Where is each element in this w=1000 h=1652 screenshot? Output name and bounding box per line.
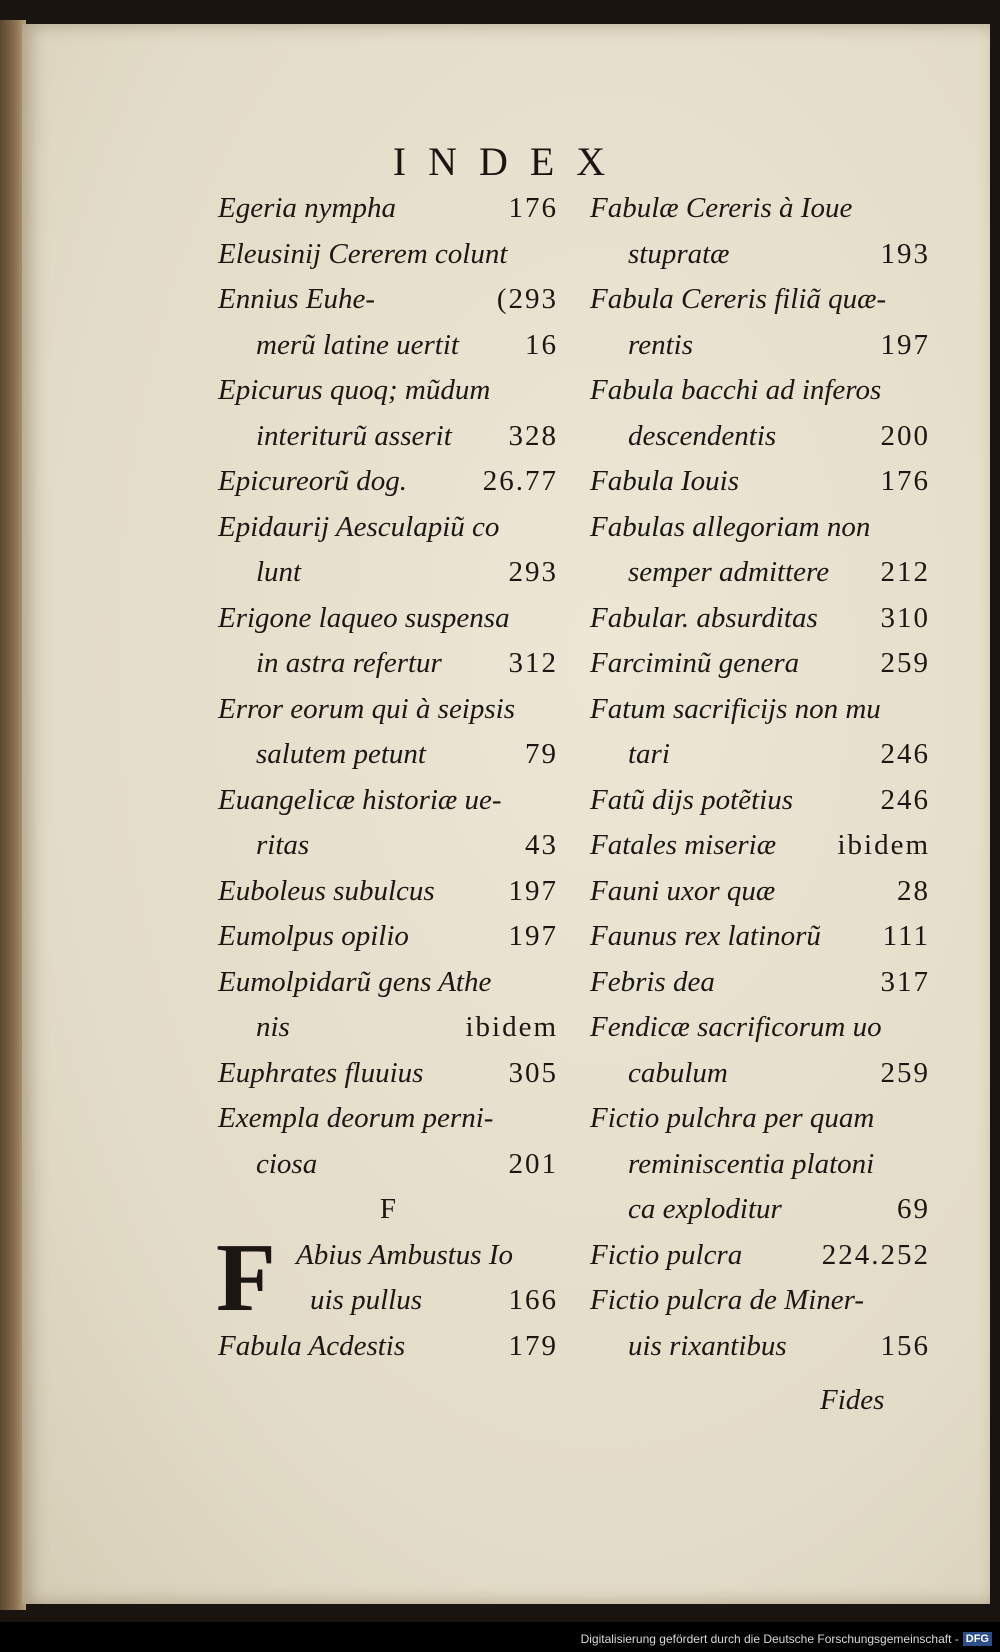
entry-page-ref: 43 <box>525 829 558 861</box>
initial-entry-line1 <box>296 1233 558 1279</box>
entry-page-ref: 317 <box>880 965 930 998</box>
entry-text: tari <box>628 738 670 770</box>
entry-text: reminiscentia platoni <box>628 1147 875 1180</box>
entry-text: Error eorum qui à seipsis <box>218 692 515 725</box>
entry-page-ref: 310 <box>880 601 930 634</box>
index-entry <box>218 186 558 232</box>
entry-page-ref: 259 <box>880 647 930 679</box>
index-entry <box>590 687 930 733</box>
entry-page-ref: 200 <box>880 419 930 452</box>
index-entry <box>218 1096 558 1142</box>
entry-page-ref: 312 <box>508 647 558 679</box>
index-entry <box>218 277 558 323</box>
entry-text: ca exploditur <box>628 1193 782 1225</box>
entry-page-ref: 79 <box>525 738 558 770</box>
entry-page-ref: 328 <box>508 419 558 452</box>
entry-text: cabulum <box>628 1056 728 1089</box>
entry-page-ref: ibidem <box>465 1011 558 1043</box>
entry-text: stupratæ <box>628 237 730 270</box>
index-entry <box>218 414 558 460</box>
entry-page-ref: ibidem <box>837 829 930 861</box>
index-entry <box>590 641 930 687</box>
entry-text: Fictio pulchra per quam <box>590 1102 875 1134</box>
entry-page-ref: (293 <box>496 283 558 315</box>
entry-text: Fabula Iouis <box>590 465 740 497</box>
index-entry <box>590 596 930 642</box>
entry-text: semper admittere <box>628 556 830 588</box>
index-entry <box>218 687 558 733</box>
entry-page-ref: 246 <box>880 783 930 816</box>
initial-entry-line2 <box>296 1278 558 1324</box>
entry-text: Fabulæ Cereris à Ioue <box>590 192 853 224</box>
entry-page-ref: 156 <box>880 1329 930 1362</box>
index-entry <box>590 960 930 1006</box>
entry-page-ref: 176 <box>508 192 558 224</box>
index-entry <box>218 596 558 642</box>
index-entry <box>218 960 558 1006</box>
index-entry <box>590 368 930 414</box>
entry-text: merũ latine uertit <box>256 328 459 361</box>
entry-text: ritas <box>256 829 310 861</box>
entry-text: Epicurus quoq; mũdum <box>218 374 491 406</box>
footer <box>581 1632 992 1646</box>
index-entry <box>590 1278 930 1324</box>
entry-text: nis <box>256 1011 290 1043</box>
entry-text: Erigone laqueo suspensa <box>218 601 510 634</box>
dfg-logo: DFG <box>963 1632 992 1646</box>
entry-text: Epidaurij Aesculapiũ co <box>218 510 500 543</box>
index-entry <box>218 1005 558 1051</box>
entry-text: lunt <box>256 556 302 588</box>
entry-text: Febris dea <box>590 965 715 998</box>
entry-page-ref: 111 <box>882 920 930 952</box>
index-entry <box>590 550 930 596</box>
entry-page-ref: 197 <box>880 328 930 361</box>
index-entry <box>590 778 930 824</box>
entry-text: Fabular. absurditas <box>590 601 818 634</box>
page-header: INDEX <box>392 139 628 184</box>
index-entry <box>590 914 930 960</box>
entry-text: Abius Ambustus Io <box>296 1238 513 1271</box>
index-entry <box>590 823 930 869</box>
entry-text: Eumolpidarũ gens Athe <box>218 965 492 998</box>
index-entry <box>218 505 558 551</box>
entry-text: descendentis <box>628 419 777 452</box>
index-entry <box>590 1324 930 1370</box>
entry-page-ref: 305 <box>508 1056 558 1089</box>
entry-text: Fatales miseriæ <box>590 829 777 861</box>
entry-page-ref: 69 <box>897 1193 930 1225</box>
index-entry <box>218 459 558 505</box>
index-entry <box>218 368 558 414</box>
decorated-initial: F <box>216 1223 276 1332</box>
entry-text: Faunus rex latinorũ <box>590 920 821 952</box>
index-entry <box>218 823 558 869</box>
entry-page-ref: 212 <box>880 556 930 588</box>
index-entry <box>590 869 930 915</box>
index-entry <box>590 186 930 232</box>
entry-text: Fictio pulcra <box>590 1238 743 1271</box>
entry-text: Fatũ dijs potẽtius <box>590 783 793 816</box>
index-entry <box>590 323 930 369</box>
entry-page-ref: 16 <box>525 328 558 361</box>
index-entry <box>590 1187 930 1233</box>
catchword: Fides <box>820 1384 885 1416</box>
entry-text: Fendicæ sacrificorum uo <box>590 1011 882 1043</box>
index-entry <box>218 1051 558 1097</box>
left-column <box>218 186 558 1369</box>
index-entry <box>590 1233 930 1279</box>
entry-page-ref: 26.77 <box>482 465 558 497</box>
entry-text: in astra refertur <box>256 647 442 679</box>
index-entry <box>218 778 558 824</box>
index-entry <box>590 1051 930 1097</box>
entry-text: Fabula Acdestis <box>218 1329 406 1362</box>
entry-page-ref: 193 <box>880 237 930 270</box>
entry-text: rentis <box>628 328 693 361</box>
entry-text: interiturũ asserit <box>256 419 452 452</box>
entry-text: Fatum sacrificijs non mu <box>590 692 881 725</box>
entry-text: uis rixantibus <box>628 1329 787 1362</box>
entry-text: Euboleus subulcus <box>218 874 435 907</box>
entry-text: Exempla deorum perni- <box>218 1102 494 1134</box>
index-entry <box>218 323 558 369</box>
entry-text: Fauni uxor quæ <box>590 874 776 907</box>
index-entry <box>218 1142 558 1188</box>
index-entry <box>590 1096 930 1142</box>
initial-entry <box>216 1223 558 1332</box>
entry-text: Fabulas allegoriam non <box>590 510 871 543</box>
index-entry <box>590 1005 930 1051</box>
index-entry <box>218 641 558 687</box>
index-entry <box>590 414 930 460</box>
entry-text: uis pullus <box>310 1284 422 1316</box>
entry-page-ref: 201 <box>508 1147 558 1180</box>
entry-text: Eleusinij Cererem colunt <box>218 237 508 270</box>
index-entry <box>590 505 930 551</box>
index-entry <box>218 550 558 596</box>
entry-page-ref: 166 <box>508 1284 558 1316</box>
index-entry <box>590 459 930 505</box>
index-entry <box>218 732 558 778</box>
entry-page-ref: 176 <box>880 465 930 497</box>
entry-text: Ennius Euhe- <box>218 283 376 315</box>
entry-text: Euphrates fluuius <box>218 1056 424 1089</box>
entry-page-ref: 179 <box>508 1329 558 1362</box>
index-entry <box>218 914 558 960</box>
entry-text: Eumolpus opilio <box>218 920 409 952</box>
entry-text: Fabula Cereris filiã quæ- <box>590 283 887 315</box>
index-entry <box>218 869 558 915</box>
index-entry <box>590 1142 930 1188</box>
entry-page-ref: 246 <box>880 738 930 770</box>
right-column <box>590 186 930 1369</box>
entry-page-ref: 197 <box>508 920 558 952</box>
section-letter: F <box>379 1193 397 1225</box>
entry-page-ref: 293 <box>508 556 558 588</box>
entry-page-ref: 28 <box>897 874 930 907</box>
entry-page-ref: 224.252 <box>821 1238 930 1271</box>
entry-text: Epicureorũ dog. <box>218 465 408 497</box>
index-entry <box>590 232 930 278</box>
entry-text: ciosa <box>256 1147 318 1180</box>
footer-text: Digitalisierung gefördert durch die Deutsche Forschungsgemeinschaft - <box>580 1632 959 1646</box>
entry-text: Fictio pulcra de Miner- <box>590 1284 865 1316</box>
entry-text: Fabula bacchi ad inferos <box>590 374 882 406</box>
entry-text: Euangelicæ historiæ ue- <box>218 783 502 816</box>
entry-text: Farciminũ genera <box>590 647 800 679</box>
index-entry <box>590 732 930 778</box>
entry-text: Egeria nympha <box>218 192 396 224</box>
index-entry <box>590 277 930 323</box>
entry-page-ref: 197 <box>508 874 558 907</box>
index-entry <box>218 232 558 278</box>
entry-page-ref: 259 <box>880 1056 930 1089</box>
entry-text: salutem petunt <box>256 738 426 770</box>
